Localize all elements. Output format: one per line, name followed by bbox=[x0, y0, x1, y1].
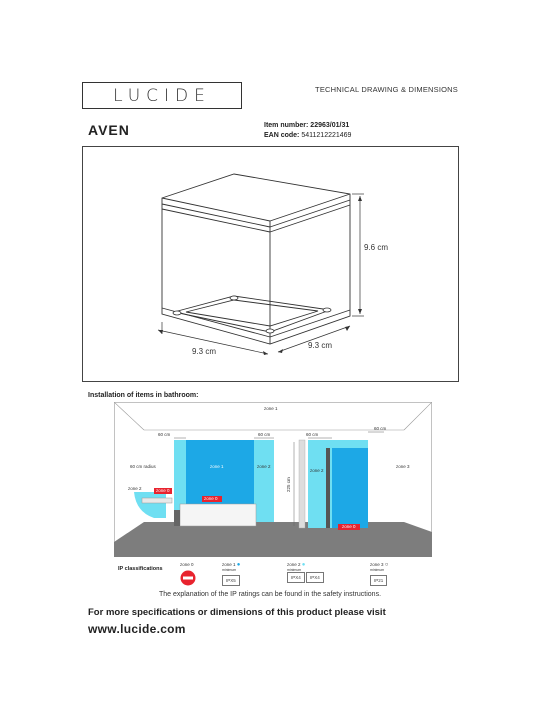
water-drop-icon: ● bbox=[236, 562, 241, 568]
ip-classifications-title: IP classifications bbox=[118, 566, 163, 572]
ip-rating-box: IPX4 bbox=[306, 572, 324, 583]
cube-top-right-edge bbox=[270, 194, 350, 221]
logo-text: LUCIDE bbox=[113, 85, 211, 106]
ip-zone-sub: minimum bbox=[287, 568, 302, 572]
partition-wall bbox=[299, 440, 305, 528]
label-zone3: zone 3 bbox=[396, 464, 410, 469]
screw-icon bbox=[230, 296, 238, 300]
water-drop-icon: ● bbox=[301, 562, 306, 568]
cube-bottom-right bbox=[270, 310, 350, 337]
ip-zone-2 bbox=[287, 562, 324, 580]
sink bbox=[142, 498, 172, 503]
label-zone1: zone 1 bbox=[210, 464, 224, 469]
label-zone2-mid: zone 2 bbox=[257, 464, 271, 469]
ip-explanation: The explanation of the IP ratings can be found in the safety instructions. bbox=[158, 591, 382, 598]
arrow-icon bbox=[358, 309, 362, 314]
item-number: 22963/01/31 bbox=[310, 122, 350, 129]
no-entry-icon bbox=[180, 570, 196, 586]
shower-glass bbox=[326, 448, 330, 528]
arrow-icon bbox=[278, 349, 283, 353]
screw-icon bbox=[173, 311, 181, 315]
ip-zone-label: zone 1 bbox=[222, 562, 236, 567]
item-number-label: Item number: bbox=[264, 122, 309, 129]
arrow-icon bbox=[358, 196, 362, 201]
document-type: TECHNICAL DRAWING & DIMENSIONS bbox=[315, 85, 458, 94]
ean-code: 5411212221469 bbox=[301, 131, 352, 139]
floor bbox=[114, 522, 432, 557]
label-dist-b: 60 cm bbox=[258, 432, 271, 437]
ip-zone-1 bbox=[222, 562, 240, 586]
ceiling-right-edge bbox=[404, 402, 432, 430]
ip-zone-3 bbox=[370, 562, 388, 586]
screw-icon bbox=[266, 329, 274, 333]
ip-zone-sub: minimum bbox=[370, 568, 385, 572]
cube-band-right bbox=[270, 200, 350, 227]
cube-outline bbox=[162, 174, 350, 344]
label-zone0: zone 0 bbox=[156, 488, 170, 493]
width-dimension-label: 9.3 cm bbox=[192, 347, 217, 356]
product-name: AVEN bbox=[88, 122, 130, 138]
lucide-logo bbox=[82, 82, 242, 109]
label-dist-d: 60 cm bbox=[374, 426, 387, 431]
empty-circle-icon: ○ bbox=[384, 562, 389, 568]
website-link[interactable]: www.lucide.com bbox=[88, 622, 186, 636]
label-zone0-tub: zone 0 bbox=[204, 496, 218, 501]
ip-rating-box: IPX5 bbox=[222, 575, 240, 586]
technical-drawing-frame bbox=[82, 146, 459, 382]
label-zone-top: zone 1 bbox=[264, 406, 278, 411]
more-specs-text: For more specifications or dimensions of this product please visit bbox=[88, 607, 386, 618]
arrow-icon bbox=[345, 326, 350, 331]
product-identifiers bbox=[264, 121, 351, 140]
basin-zone-area bbox=[134, 492, 166, 518]
bathroom-section-title: Installation of items in bathroom: bbox=[88, 392, 199, 399]
ceiling-left-edge bbox=[114, 402, 144, 430]
bathroom-illustration bbox=[114, 402, 432, 557]
ip-rating-box: IPX4 bbox=[287, 572, 305, 583]
label-dist-c: 60 cm bbox=[306, 432, 319, 437]
tub-end bbox=[174, 510, 180, 526]
ip-zone-label: zone 0 bbox=[180, 562, 194, 567]
ip-zone-label: zone 2 bbox=[287, 562, 301, 567]
screw-icon bbox=[323, 308, 331, 312]
label-zone2-right: zone 2 bbox=[310, 468, 324, 473]
ip-zone-label: zone 3 bbox=[370, 562, 384, 567]
bathtub bbox=[180, 504, 256, 526]
zone1-area-shower bbox=[332, 448, 368, 528]
ip-zone-0 bbox=[180, 562, 196, 587]
label-zone0-shower: zone 0 bbox=[342, 524, 356, 529]
bathroom-diagram bbox=[114, 402, 432, 557]
cube-top-front-edge bbox=[162, 198, 270, 221]
technical-drawing bbox=[82, 146, 459, 382]
label-zone2-left: zone 2 bbox=[128, 486, 142, 491]
ean-label: EAN code: bbox=[264, 131, 300, 139]
ip-rating-box: IP21 bbox=[370, 575, 387, 586]
cube-band-right-2 bbox=[270, 205, 350, 232]
cube-band-left-2 bbox=[162, 209, 270, 232]
height-dimension-label: 9.6 cm bbox=[364, 243, 389, 252]
ip-zone-sub: minimum bbox=[222, 568, 237, 572]
label-radius: 60 cm radius bbox=[130, 464, 156, 469]
arrow-icon bbox=[263, 351, 268, 355]
cube-band-left bbox=[162, 204, 270, 227]
label-dist-a: 60 cm bbox=[158, 432, 171, 437]
depth-dimension-label: 9.3 cm bbox=[308, 341, 333, 350]
label-height: 225 cm bbox=[286, 477, 291, 492]
